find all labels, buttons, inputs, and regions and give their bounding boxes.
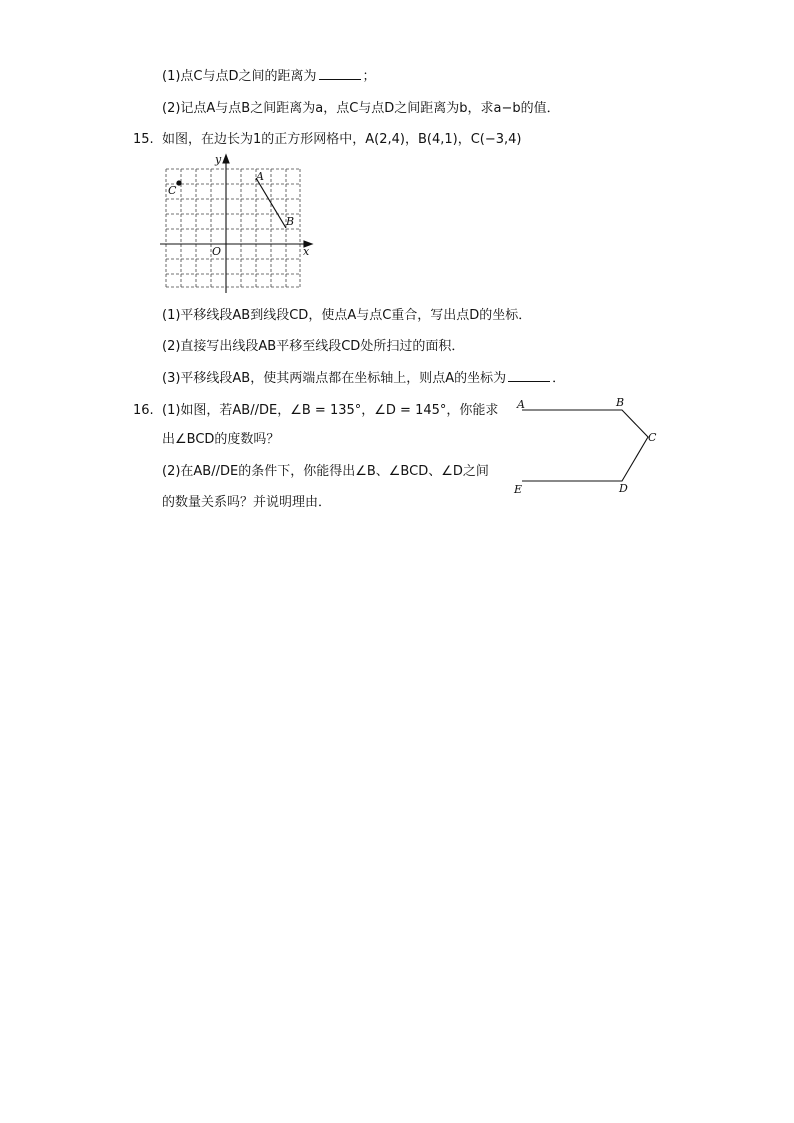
- grid-lines: [166, 169, 300, 287]
- q16-part2-line1: (2)在AB//DE的条件下，你能得出∠B、∠BCD、∠D之间: [162, 464, 489, 479]
- q16-parallel-lines-figure: [512, 394, 662, 499]
- label-B: B: [616, 396, 625, 409]
- point-C: [176, 180, 181, 185]
- q16-part1-line2: 出∠BCD的度数吗？: [162, 432, 280, 447]
- label-A: A: [256, 170, 264, 183]
- q16-part1-line1: (1)如图，若AB//DE，∠B = 135°，∠D = 145°，你能求: [162, 403, 499, 418]
- q15-part1: (1)平移线段AB到线段CD，使点A与点C重合，写出点D的坐标．: [162, 308, 532, 323]
- label-x: x: [303, 245, 310, 258]
- q16-part2-line2: 的数量关系吗？并说明理由．: [162, 495, 332, 510]
- label-E: E: [514, 483, 523, 496]
- q15-part2: (2)直接写出线段AB平移至线段CD处所扫过的面积．: [162, 339, 465, 354]
- label-O: O: [212, 245, 222, 258]
- q14-part2: (2)记点A与点B之间距离为a，点C与点D之间距离为b，求a−b的值．: [162, 101, 560, 116]
- q14-part1-text: (1)点C与点D之间的距离为: [162, 69, 317, 84]
- q15-part3-answer-blank[interactable]: [508, 369, 550, 382]
- label-C: C: [648, 431, 657, 444]
- label-D: D: [619, 482, 628, 495]
- label-B: B: [286, 215, 295, 228]
- label-y: y: [215, 153, 222, 166]
- q14-part1-end: ；: [362, 69, 376, 84]
- q16-number: 16.: [133, 403, 154, 418]
- q15-coordinate-grid-figure: [158, 153, 318, 295]
- q15-part3-end: ．: [552, 371, 566, 386]
- q14-part1-answer-blank[interactable]: [319, 67, 361, 80]
- polyline-ABCDE: [522, 410, 648, 481]
- label-C: C: [168, 184, 177, 197]
- q15-part3-text: (3)平移线段AB，使其两端点都在坐标轴上，则点A的坐标为: [162, 371, 507, 386]
- q15-part3: [162, 369, 565, 388]
- label-A: A: [517, 398, 525, 411]
- q15-stem: 如图，在边长为1的正方形网格中，A(2,4)，B(4,1)，C(−3,4): [162, 132, 522, 147]
- q15-number: 15.: [133, 132, 154, 147]
- q14-part1: [162, 67, 376, 86]
